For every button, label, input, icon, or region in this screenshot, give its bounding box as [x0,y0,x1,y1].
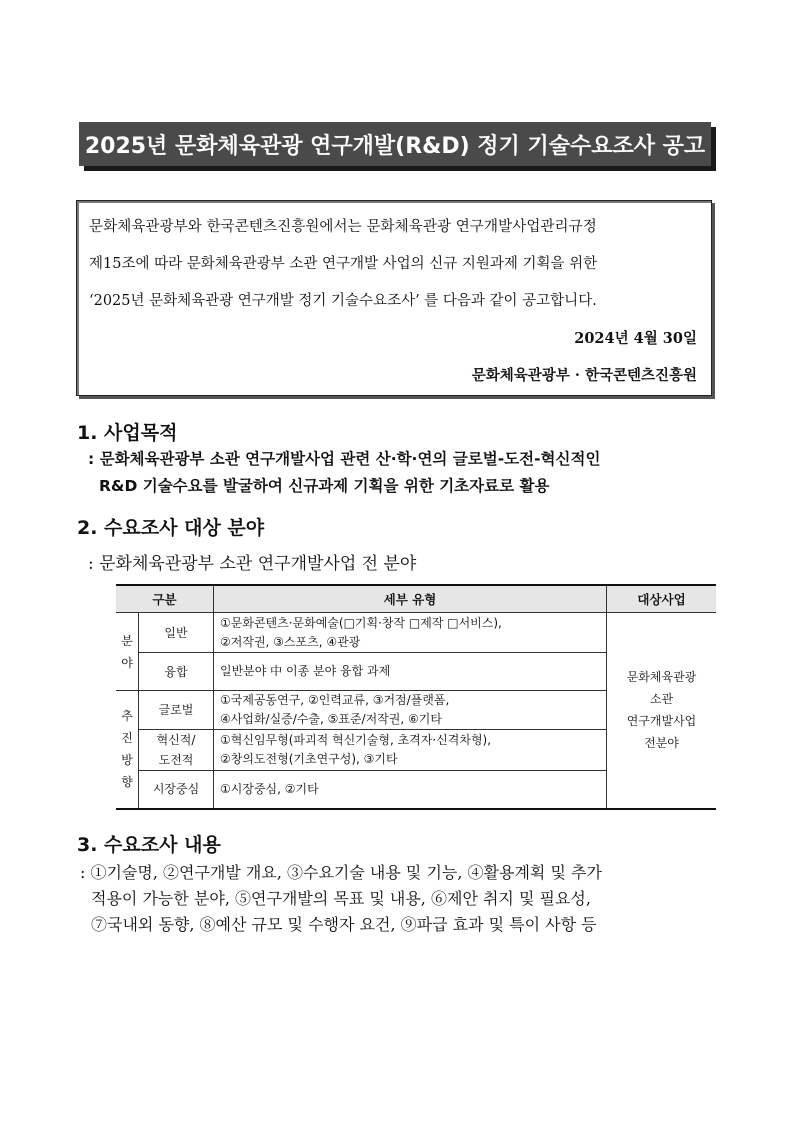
section3-line: ⑦국내외 동향, ⑧예산 규모 및 수행자 요건, ⑨파급 효과 및 특이 사항 등 [91,915,597,934]
sub-category-text: 융합 [164,664,188,679]
detail-text: 일반분야 中 이종 분야 융합 과제 [220,664,391,678]
group-label-direction [116,691,139,809]
detail-cell [214,691,607,730]
sub-category-text: 도전적 [158,753,194,767]
header-category: 구분 [116,585,214,613]
group-label-field [116,613,139,691]
section2-body: : 문화체육관광부 소관 연구개발사업 전 분야 [88,554,417,574]
section3-line: 적용이 가능한 분야, ⑤연구개발의 목표 및 내용, ⑥제안 취지 및 필요성, [91,889,591,908]
group-label-char: 방 [121,753,133,768]
section1-body [88,446,600,500]
sub-category-text: 일반 [164,625,188,640]
detail-cell [214,653,607,691]
target-text: 연구개발사업 [626,714,697,729]
table-header-row [116,585,716,613]
section2-heading: 2. 수요조사 대상 분야 [77,517,265,539]
detail-text: ①혁신임무형(파괴적 혁신기술형, 초격자·신격차형), [220,733,492,747]
group-label-char: 추 [121,709,133,724]
section1-line: R&D 기술수요를 발굴하여 신규과제 기획을 위한 기초자료로 활용 [99,477,550,495]
sub-category [139,613,214,653]
page-title: 2025년 문화체육관광 연구개발(R&D) 정기 기술수요조사 공고 [79,122,711,166]
target-text: 문화체육관광 [626,670,697,685]
notice-box [76,200,712,396]
detail-text: ②창의도전형(기초연구성), ③기타 [220,752,398,766]
detail-text: ②저작권, ③스포츠, ④관광 [220,634,361,649]
sub-category-text: 혁신적/ [156,733,196,747]
group-label-char: 야 [121,655,133,670]
group-label-char: 분 [121,633,133,648]
notice-date: 2024년 4월 30일 [574,330,697,347]
detail-text: ①시장중심, ②기타 [220,781,319,796]
group-label-char: 진 [121,731,133,746]
notice-line: 문화체육관광부와 한국콘텐츠진흥원에서는 문화체육관광 연구개발사업관리규정 [89,219,597,235]
header-target: 대상사업 [607,585,717,613]
detail-text: ④사업화/실증/수출, ⑤표준/저작권, ⑥기타 [220,712,442,726]
sub-category-text: 시장중심 [152,782,200,797]
sub-category [139,691,214,730]
section1-heading: 1. 사업목적 [77,422,178,444]
sub-category [139,771,214,809]
section3-line: : ①기술명, ②연구개발 개요, ③수요기술 내용 및 기능, ④활용계획 및 추가 [80,863,602,882]
notice-line: ‘2025년 문화체육관광 연구개발 정기 기술수요조사’ 를 다음과 같이 공고합니다. [89,293,597,309]
detail-cell [214,730,607,771]
sub-category [139,730,214,771]
sub-category [139,653,214,691]
notice-line: 제15조에 따라 문화체육관광부 소관 연구개발 사업의 신규 지원과제 기획을 위한 [89,256,598,272]
notice-issuer: 문화체육관광부 · 한국콘텐츠진흥원 [471,367,697,384]
table-row [116,613,716,653]
section3-body [80,860,602,938]
header-detail: 세부 유형 [214,585,607,613]
detail-cell [214,771,607,809]
detail-cell [214,613,607,653]
target-cell [607,613,717,809]
section1-line: : 문화체육관광부 소관 연구개발사업 관련 산·학·연의 글로벌-도전-혁신적인 [88,450,601,468]
target-fields-table [116,584,716,810]
detail-text: ①국제공동연구, ②인력교류, ③거점/플랫폼, [220,693,450,707]
sub-category-text: 글로벌 [158,703,194,717]
target-text: 전분야 [644,736,679,751]
group-label-char: 향 [121,775,133,790]
section3-heading: 3. 수요조사 내용 [77,834,221,856]
target-text: 소관 [649,692,674,707]
detail-text: ①문화콘텐츠·문화예술(□기획·창작 □제작 □서비스), [220,615,502,630]
